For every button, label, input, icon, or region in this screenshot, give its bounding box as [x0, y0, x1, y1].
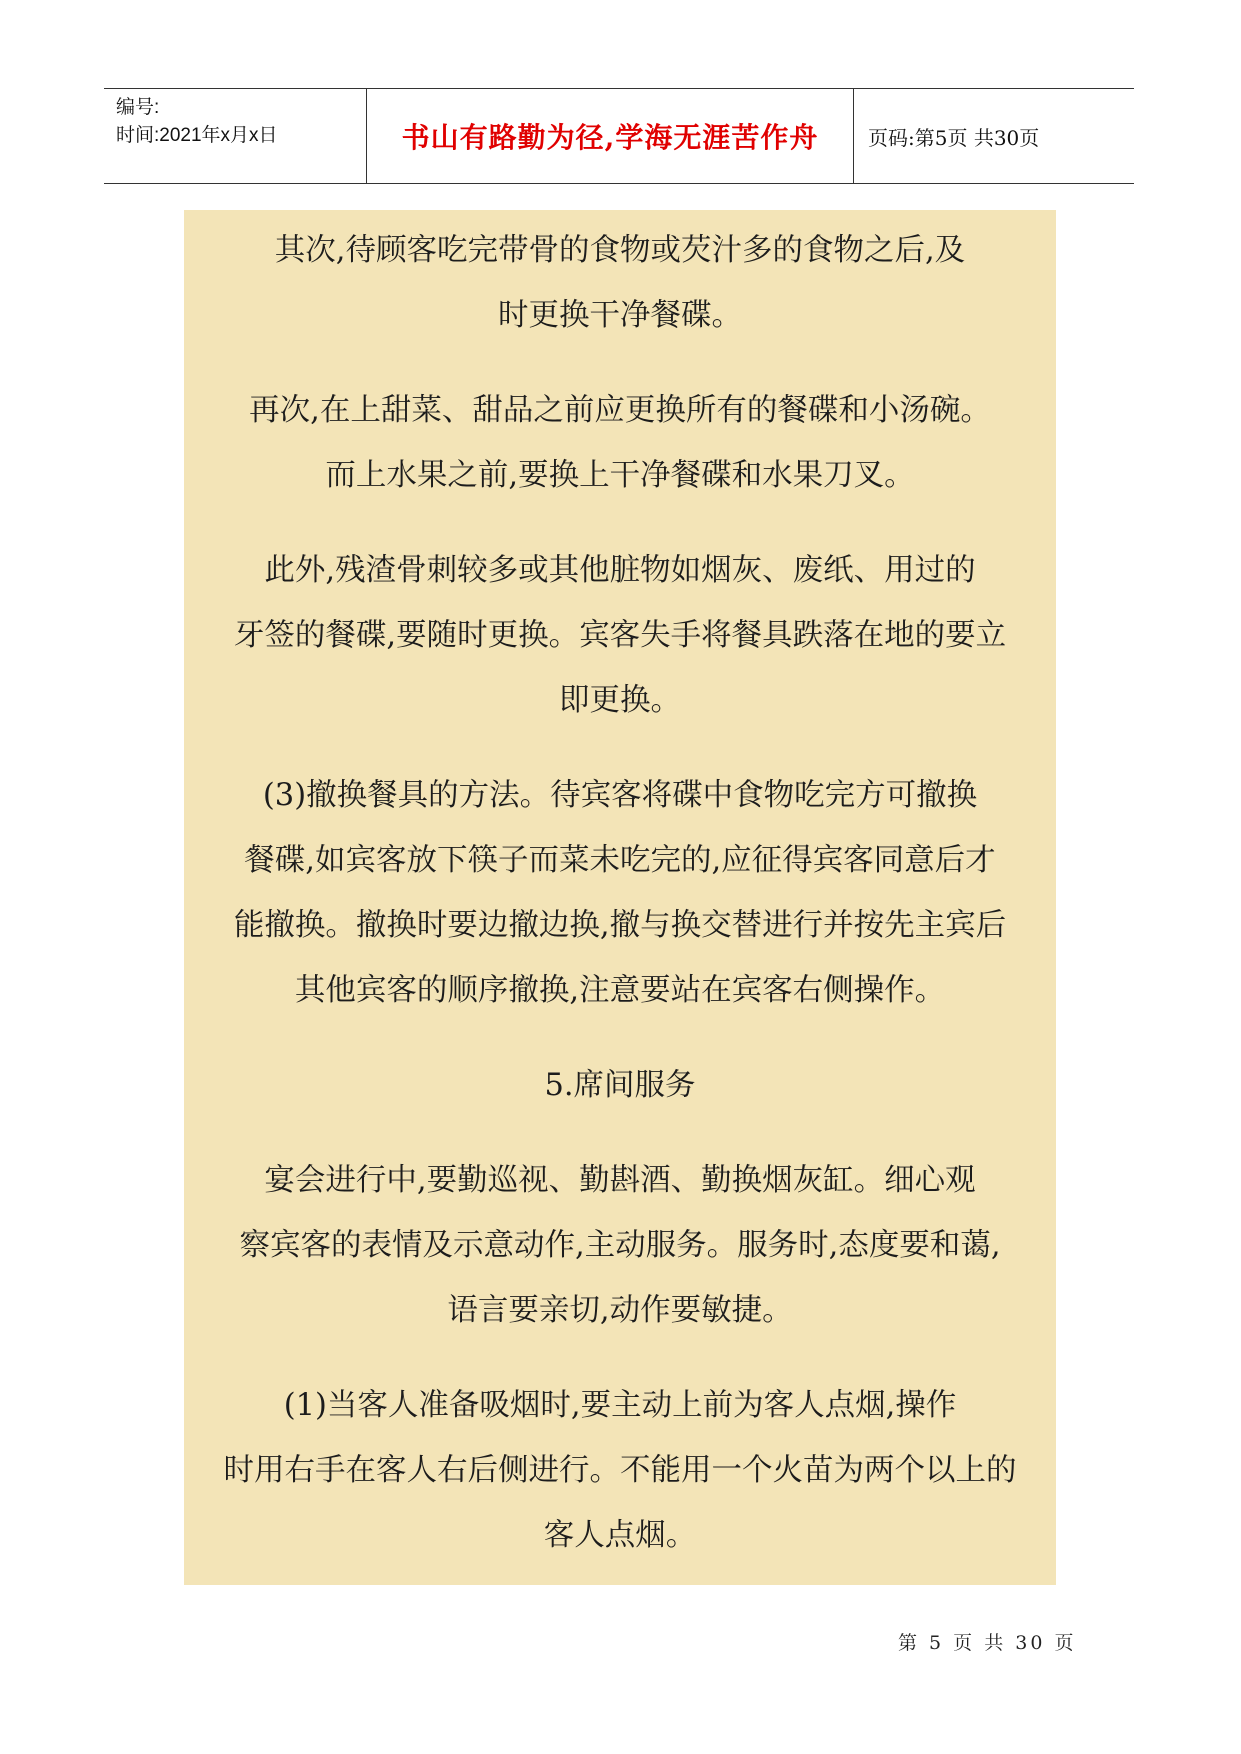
paragraph-line: 牙签的餐碟,要随时更换。宾客失手将餐具跌落在地的要立: [233, 618, 1007, 653]
paragraph-line: 客人点烟。: [543, 1518, 697, 1553]
header-motto: 书山有路勤为径,学海无涯苦作舟: [366, 89, 854, 183]
paragraph-line: 察宾客的表情及示意动作,主动服务。服务时,态度要和蔼,: [239, 1228, 1001, 1263]
paragraph-line: 语言要亲切,动作要敏捷。: [447, 1293, 793, 1328]
paragraph-line: 能撤换。撤换时要边撤边换,撤与换交替进行并按先主宾后: [233, 908, 1007, 943]
paragraph-line: 时用右手在客人右后侧进行。不能用一个火苗为两个以上的: [223, 1453, 1017, 1488]
time-label: 时间:2021年x月x日: [116, 125, 278, 146]
paragraph: [184, 538, 1056, 733]
paragraph-line: 此外,残渣骨刺较多或其他脏物如烟灰、废纸、用过的: [264, 553, 976, 588]
header-info: [104, 89, 366, 183]
paragraph-line: 再次,在上甜菜、甜品之前应更换所有的餐碟和小汤碗。: [249, 393, 991, 428]
paragraph-line: 其次,待顾客吃完带骨的食物或芡汁多的食物之后,及: [274, 233, 966, 268]
paragraph-line: (1)当客人准备吸烟时,要主动上前为客人点烟,操作: [283, 1388, 957, 1423]
paragraph: [184, 1373, 1056, 1568]
paragraph-line: 餐碟,如宾客放下筷子而菜未吃完的,应征得宾客同意后才: [244, 843, 996, 878]
number-label: 编号:: [116, 97, 160, 118]
paragraph-line: 宴会进行中,要勤巡视、勤斟酒、勤换烟灰缸。细心观: [264, 1163, 976, 1198]
paragraph: [184, 763, 1056, 1023]
paragraph-line: 时更换干净餐碟。: [498, 298, 742, 333]
paragraph-line: 即更换。: [559, 683, 681, 718]
paragraph: [184, 218, 1056, 348]
paragraph: [184, 1148, 1056, 1343]
paragraph-line: (3)撤换餐具的方法。待宾客将碟中食物吃完方可撤换: [262, 778, 978, 813]
document-body: [184, 210, 1056, 1585]
page-footer: 第 5 页 共 30 页: [898, 1632, 1077, 1654]
paragraph: [184, 378, 1056, 508]
paragraph-line: 其他宾客的顺序撤换,注意要站在宾客右侧操作。: [294, 973, 946, 1008]
header-page-label: 页码:第5页 共30页: [868, 125, 1040, 150]
paragraph-line: 5.席间服务: [544, 1068, 696, 1103]
paragraph: [184, 1053, 1056, 1118]
paragraph-line: 而上水果之前,要换上干净餐碟和水果刀叉。: [325, 458, 915, 493]
page-header: [104, 88, 1134, 184]
